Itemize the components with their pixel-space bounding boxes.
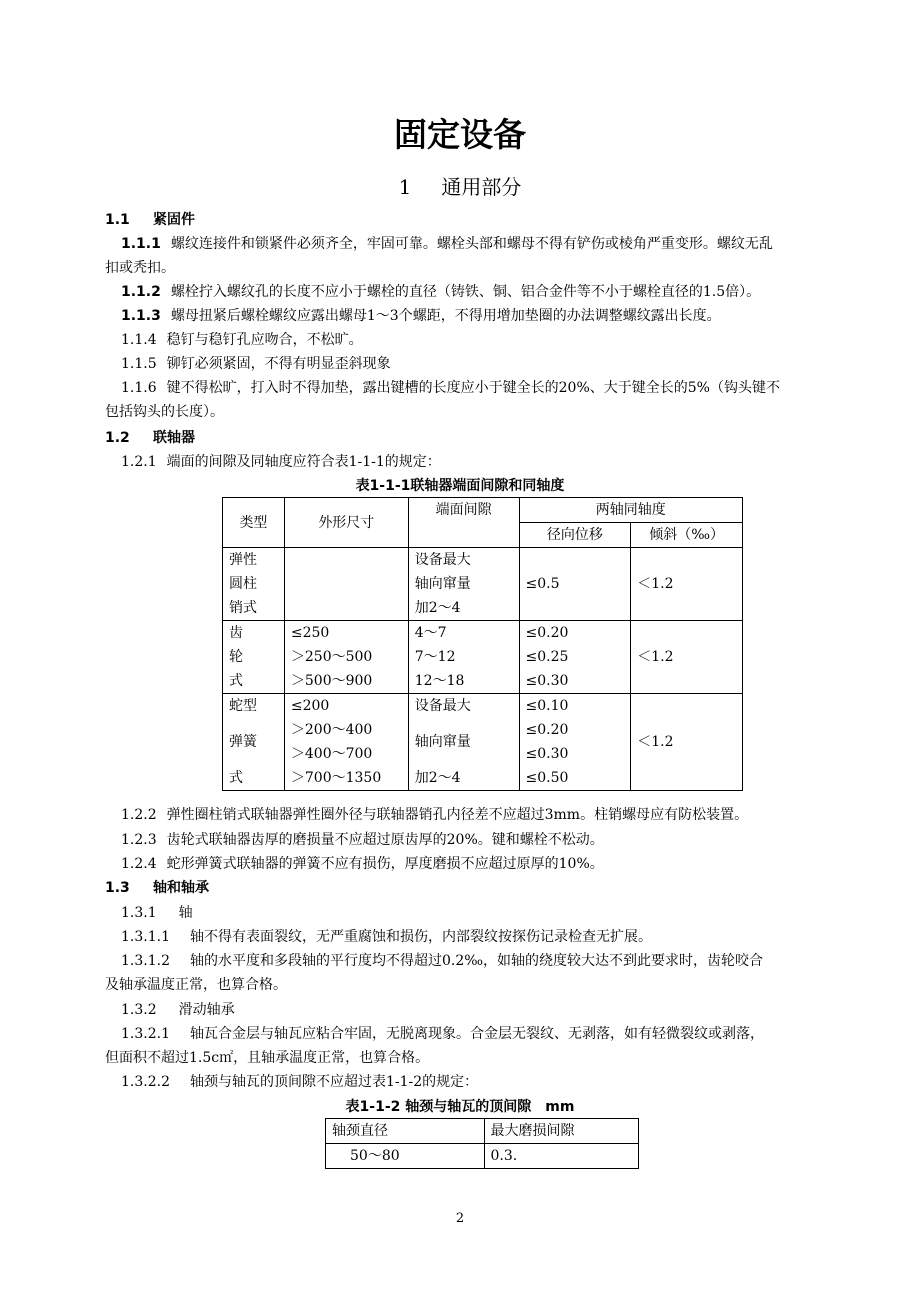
table-cell: ＜1.2 [631,621,743,694]
paragraph-1-2-3: 1.2.3 齿轮式联轴器齿厚的磨损量不应超过原齿厚的20%。键和螺栓不松动。 [121,832,604,848]
table-cell: ≤200 ＞200～400 ＞400～700 ＞700～1350 [284,694,408,791]
table1-header-gap: 端面间隙 [408,498,519,548]
table-cell: ≤0.5 [519,548,631,621]
paragraph-1-2-1: 1.2.1 端面的间隙及同轴度应符合表1-1-1的规定： [121,454,441,470]
paragraph-1-3-1-2: 1.3.1.2 轴的水平度和多段轴的平行度均不得超过0.2‰，如轴的绕度较大达不到此要求时，齿轮咬合 [121,953,764,969]
table-cell: ≤0.10 ≤0.20 ≤0.30 ≤0.50 [519,694,631,791]
paragraph-1-1-4: 1.1.4 稳钉与稳钉孔应吻合，不松旷。 [121,332,363,348]
table1-header-radial: 径向位移 [519,523,631,548]
table-cell: 蛇型 弹簧 式 [223,694,285,791]
paragraph-1-1-5: 1.1.5 铆钉必须紧固，不得有明显歪斜现象 [121,356,391,372]
table1-header-size: 外形尺寸 [284,498,408,548]
chapter-label: 通用部分 [441,175,522,199]
table-row [223,621,743,694]
paragraph-1-2-4: 1.2.4 蛇形弹簧式联轴器的弹簧不应有损伤，厚度磨损不应超过原厚的10%。 [121,856,604,872]
chapter-heading [0,177,920,197]
document-title: 固定设备 [394,115,526,154]
table2-caption: 表1-1-2 轴颈与轴瓦的顶间隙 mm [345,1099,575,1115]
table-cell [284,548,408,621]
paragraph-1-3-2-2: 1.3.2.2 轴颈与轴瓦的顶间隙不应超过表1-1-2的规定： [121,1074,479,1090]
table-cell: 0.3. [484,1144,639,1169]
table-row [223,548,743,621]
table-row [223,694,743,791]
table-cell: ＜1.2 [631,694,743,791]
table1-header-tilt: 倾斜（‰） [631,523,743,548]
coupling-table [222,497,743,791]
page-number: 2 [455,1211,465,1226]
journal-clearance-table [325,1118,639,1169]
paragraph-1-1-2: 1.1.2 螺栓拧入螺纹孔的长度不应小于螺栓的直径（铸铁、铜、铝合金件等不小于螺栓直径的1.5倍）。 [121,284,761,300]
table-cell: 设备最大 轴向窜量 加2～4 [408,548,519,621]
table-cell: ＜1.2 [631,548,743,621]
paragraph-1-3-1: 1.3.1 轴 [121,905,193,921]
table1-header-type: 类型 [223,498,285,548]
paragraph-1-1-1: 1.1.1 螺纹连接件和锁紧件必须齐全，牢固可靠。螺栓头部和螺母不得有铲伤或棱角严重变形。螺纹无乱 [121,236,773,252]
table-cell: 齿 轮 式 [223,621,285,694]
table-row [326,1144,639,1169]
paragraph-1-3-2-1: 1.3.2.1 轴瓦合金层与轴瓦应粘合牢固，无脱离现象。合金层无裂纹、无剥落，如有轻微裂纹或剥落， [121,1026,764,1042]
paragraph-1-1-1-cont: 扣或秃扣。 [105,260,175,276]
table1-caption: 表1-1-1联轴器端面间隙和同轴度 [355,478,565,494]
paragraph-1-3-2-1-cont: 但面积不超过1.5c㎡，且轴承温度正常，也算合格。 [105,1050,430,1066]
section-heading-1-2: 1.2 联轴器 [105,430,195,446]
table-cell: ≤250 ＞250～500 ＞500～900 [284,621,408,694]
paragraph-1-3-2: 1.3.2 滑动轴承 [121,1002,235,1018]
table-cell: 设备最大 轴向窜量 加2～4 [408,694,519,791]
table2-header-diameter: 轴颈直径 [326,1119,485,1144]
paragraph-1-2-2: 1.2.2 弹性圈柱销式联轴器弹性圈外径与联轴器销孔内径差不应超过3mm。柱销螺母应有防松装置。 [121,807,749,823]
paragraph-1-1-6-cont: 包括钩头的长度）。 [105,404,224,420]
chapter-number: 1 [398,175,412,199]
paragraph-1-3-1-1: 1.3.1.1 轴不得有表面裂纹，无严重腐蚀和损伤，内部裂纹按探伤记录检查无扩展。 [121,929,652,945]
paragraph-1-1-3: 1.1.3 螺母扭紧后螺栓螺纹应露出螺母1～3个螺距，不得用增加垫圈的办法调整螺纹露出长度。 [121,308,721,324]
table1-header-coaxial: 两轴同轴度 [519,498,742,523]
table2-header-clearance: 最大磨损间隙 [484,1119,639,1144]
table-cell: 50～80 [326,1144,485,1169]
paragraph-1-1-6: 1.1.6 键不得松旷，打入时不得加垫，露出键槽的长度应小于键全长的20%、大于键全长的5%（钩头键不 [121,380,780,396]
table-cell: ≤0.20 ≤0.25 ≤0.30 [519,621,631,694]
table-cell: 4～7 7～12 12～18 [408,621,519,694]
section-heading-1-3: 1.3 轴和轴承 [105,880,209,896]
table-cell: 弹性 圆柱 销式 [223,548,285,621]
paragraph-1-3-1-2-cont: 及轴承温度正常，也算合格。 [105,977,287,993]
section-heading-1-1: 1.1 紧固件 [105,212,195,228]
